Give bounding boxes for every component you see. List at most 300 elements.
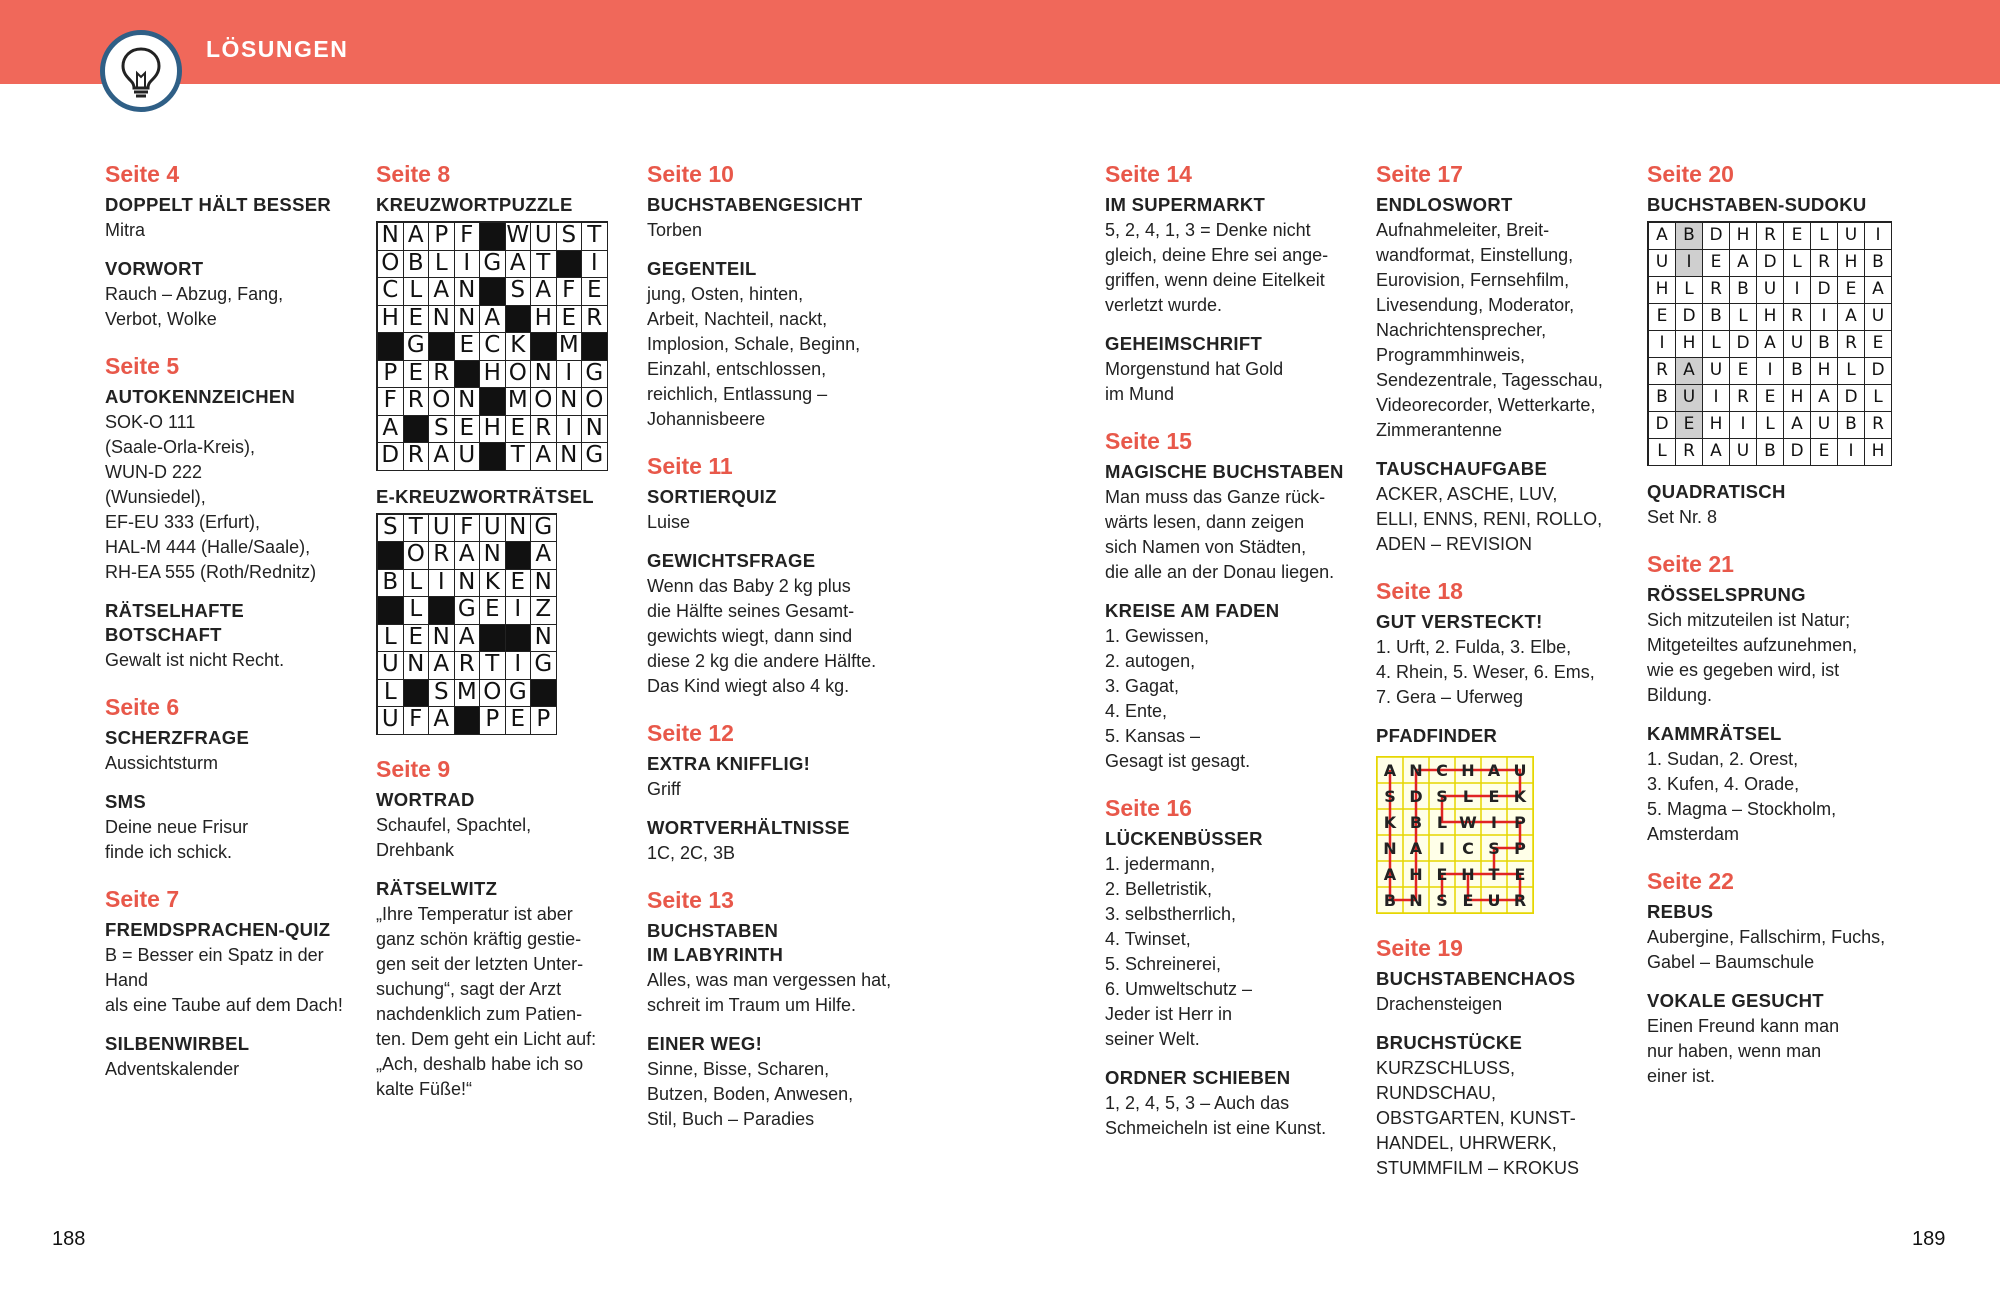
grid-cell: N xyxy=(455,570,481,598)
grid-cell: E xyxy=(506,570,532,598)
solution-text: Rauch – Abzug, Fang, Verbot, Wolke xyxy=(105,284,284,329)
grid-cell: L xyxy=(1811,223,1838,250)
puzzle-title: BUCHSTABENGESICHT xyxy=(647,194,863,215)
grid-cell: U xyxy=(1730,439,1757,466)
solution-text: B = Besser ein Spatz in der Hand als eine Taube auf dem Dach! xyxy=(105,945,343,1015)
grid-cell: D xyxy=(378,443,404,471)
section-heading: Seite 9 xyxy=(376,755,451,782)
grid-cell: R xyxy=(531,416,557,444)
pathfinder-letter: L xyxy=(1462,787,1474,806)
grid-cell: E xyxy=(506,416,532,444)
grid-cell: I xyxy=(506,652,532,680)
grid-cell: H xyxy=(480,416,506,444)
solution-text: Wenn das Baby 2 kg plus die Hälfte seines Gesamt- gewichts wiegt, dann sind diese 2 kg die andere Hälfte. Das Kind wiegt also 4 kg. xyxy=(647,576,877,696)
solution-text: Aubergine, Fallschirm, Fuchs, Gabel – Baumschule xyxy=(1647,927,1886,972)
grid-cell xyxy=(506,306,532,334)
solution-text: 5, 2, 4, 1, 3 = Denke nicht gleich, deine Ehre sei ange- griffen, wenn deine Eitelkeit verletzt wurde. xyxy=(1105,220,1329,315)
pathfinder-letter: K xyxy=(1513,787,1527,806)
grid-cell xyxy=(378,333,404,361)
solution-text: Mitra xyxy=(105,220,145,240)
grid-cell: A xyxy=(531,443,557,471)
grid-cell: E xyxy=(1757,385,1784,412)
grid-cell: T xyxy=(480,652,506,680)
section-heading: Seite 20 xyxy=(1647,161,1734,187)
grid-cell: N xyxy=(557,443,583,471)
grid-cell: B xyxy=(1811,331,1838,358)
section-heading: Seite 19 xyxy=(1376,935,1463,961)
puzzle-title: BUCHSTABEN-SUDOKU xyxy=(1647,194,1867,215)
grid-cell: H xyxy=(531,306,557,334)
grid-cell: R xyxy=(429,542,455,570)
grid-cell: I xyxy=(1811,304,1838,331)
grid-cell: M xyxy=(557,333,583,361)
puzzle-title: WORTVERHÄLTNISSE xyxy=(647,817,850,838)
grid-cell: I xyxy=(1730,412,1757,439)
grid-cell xyxy=(480,278,506,306)
puzzle-title: BRUCHSTÜCKE xyxy=(1376,1032,1523,1053)
grid-cell: H xyxy=(378,306,404,334)
pathfinder-letter: R xyxy=(1513,891,1527,910)
solution-text: 1. jedermann, 2. Belletristik, 3. selbstherrlich, 4. Twinset, 5. Schreinerei, 6. Umweltschutz – Jeder ist Herr in seiner Welt. xyxy=(1105,854,1253,1049)
grid-cell: A xyxy=(506,251,532,279)
grid-cell: B xyxy=(1838,412,1865,439)
pathfinder-letter: A xyxy=(1409,839,1423,858)
grid-cell: D xyxy=(1676,304,1703,331)
grid-cell: U xyxy=(378,652,404,680)
grid-cell: T xyxy=(506,443,532,471)
solution-text: Torben xyxy=(647,220,703,240)
grid-cell: A xyxy=(429,278,455,306)
grid-cell xyxy=(531,333,557,361)
grid-cell: H xyxy=(1676,331,1703,358)
grid-cell xyxy=(582,333,608,361)
grid-cell: A xyxy=(455,625,481,653)
grid-cell: N xyxy=(480,542,506,570)
grid-cell: R xyxy=(1676,439,1703,466)
pathfinder-letter: I xyxy=(1439,839,1445,858)
grid-cell: A xyxy=(531,278,557,306)
grid-cell xyxy=(404,416,430,444)
grid-cell: U xyxy=(531,223,557,251)
grid-cell xyxy=(378,542,404,570)
grid-cell: G xyxy=(531,515,557,543)
grid-cell: A xyxy=(429,443,455,471)
grid-cell: F xyxy=(378,388,404,416)
grid-cell: I xyxy=(1676,250,1703,277)
puzzle-title: KREUZWORTPUZZLE xyxy=(376,194,573,215)
grid-cell: I xyxy=(429,570,455,598)
grid-cell: L xyxy=(404,597,430,625)
grid-cell xyxy=(480,625,506,653)
grid-cell: U xyxy=(1838,223,1865,250)
grid-cell: U xyxy=(1703,358,1730,385)
grid-cell: A xyxy=(1730,250,1757,277)
pathfinder-letter: A xyxy=(1383,761,1397,780)
grid-cell: U xyxy=(1784,331,1811,358)
pathfinder-letter: N xyxy=(1383,839,1397,858)
grid-cell: A xyxy=(1784,412,1811,439)
pathfinder-letter: B xyxy=(1383,891,1397,910)
grid-cell: E xyxy=(480,597,506,625)
grid-cell: H xyxy=(1757,304,1784,331)
puzzle-title: WORTRAD xyxy=(376,788,475,810)
section-heading: Seite 11 xyxy=(647,453,733,479)
grid-cell: E xyxy=(582,278,608,306)
grid-cell: S xyxy=(429,416,455,444)
solution-text: Aufnahmeleiter, Breit- wandformat, Einstellung, Eurovision, Fernsehfilm, Livesendung, Moderator, Nachrichtensprecher, Programmhinweis, Sendezentrale, Tagesschau, Videorecorder, Wetterkarte, Zimmerantenne xyxy=(1376,220,1603,440)
grid-cell: A xyxy=(455,542,481,570)
grid-cell: H xyxy=(480,361,506,389)
grid-cell: A xyxy=(1838,304,1865,331)
grid-cell: D xyxy=(1865,358,1892,385)
grid-cell: R xyxy=(404,388,430,416)
grid-cell: S xyxy=(557,223,583,251)
grid-cell xyxy=(455,361,481,389)
section-heading: Seite 15 xyxy=(1105,428,1192,454)
grid-cell: S xyxy=(378,515,404,543)
grid-cell: A xyxy=(1757,331,1784,358)
solution-text: Sich mitzuteilen ist Natur; Mitgeteiltes aufzunehmen, wie es gegeben wird, ist Bildung. xyxy=(1647,610,1858,705)
puzzle-title: SILBENWIRBEL xyxy=(105,1033,250,1054)
grid-cell xyxy=(506,625,532,653)
grid-cell: G xyxy=(506,680,532,708)
grid-cell: G xyxy=(455,597,481,625)
grid-cell: B xyxy=(378,570,404,598)
grid-cell: L xyxy=(1784,250,1811,277)
grid-cell: B xyxy=(1865,250,1892,277)
pathfinder-letter: S xyxy=(1488,839,1500,858)
puzzle-title: SMS xyxy=(105,791,146,812)
column-1 xyxy=(105,160,353,1082)
grid-cell: K xyxy=(480,570,506,598)
grid-cell xyxy=(404,680,430,708)
grid-cell: Z xyxy=(531,597,557,625)
puzzle-title: GEHEIMSCHRIFT xyxy=(1105,333,1263,354)
puzzle-title: RÖSSELSPRUNG xyxy=(1647,584,1806,605)
grid-cell: I xyxy=(455,251,481,279)
grid-cell: L xyxy=(404,570,430,598)
grid-cell: A xyxy=(1703,439,1730,466)
grid-cell: A xyxy=(1811,385,1838,412)
pathfinder-letter: P xyxy=(1514,839,1526,858)
puzzle-title: E-KREUZWORTRÄTSEL xyxy=(376,485,594,507)
grid-cell: A xyxy=(429,707,455,735)
solution-text: Schaufel, Spachtel, Drehbank xyxy=(376,814,532,860)
grid-cell: H xyxy=(1730,223,1757,250)
solution-text: Alles, was man vergessen hat, schreit im Traum um Hilfe. xyxy=(647,970,892,1015)
grid-cell: D xyxy=(1730,331,1757,358)
grid-cell: E xyxy=(506,707,532,735)
pathfinder-letter: C xyxy=(1436,761,1448,780)
solution-text: Aussichtsturm xyxy=(105,753,219,773)
pathfinder-letter: H xyxy=(1461,761,1475,780)
grid-cell: N xyxy=(429,306,455,334)
pathfinder-letter: C xyxy=(1462,839,1474,858)
grid-cell: N xyxy=(455,388,481,416)
grid-cell: C xyxy=(378,278,404,306)
section-heading: Seite 4 xyxy=(105,161,180,187)
grid-cell: B xyxy=(1676,223,1703,250)
solution-text: jung, Osten, hinten, Arbeit, Nachteil, nackt, Implosion, Schale, Beginn, Einzahl, entschlossen, reichlich, Entlassung – Johannisbeere xyxy=(647,284,861,429)
solution-text: 1C, 2C, 3B xyxy=(647,843,736,863)
puzzle-title: IM SUPERMARKT xyxy=(1105,194,1266,215)
section-heading: Seite 7 xyxy=(105,886,180,912)
puzzle-title: GUT VERSTECKT! xyxy=(1376,611,1543,632)
solution-text: Einen Freund kann man nur haben, wenn man einer ist. xyxy=(1647,1016,1840,1086)
grid-cell: L xyxy=(1676,277,1703,304)
grid-cell: O xyxy=(429,388,455,416)
grid-cell: E xyxy=(1676,412,1703,439)
puzzle-title: BUCHSTABENCHAOS xyxy=(1376,968,1576,989)
grid-cell: R xyxy=(1703,277,1730,304)
grid-cell: H xyxy=(1784,385,1811,412)
grid-cell: L xyxy=(404,278,430,306)
grid-cell: U xyxy=(429,515,455,543)
solution-text: Gewalt ist nicht Recht. xyxy=(105,650,285,670)
pathfinder-letter: U xyxy=(1487,891,1501,910)
grid-cell: E xyxy=(1649,304,1676,331)
pathfinder-letter: E xyxy=(1462,891,1474,910)
grid-cell: E xyxy=(455,416,481,444)
grid-cell: I xyxy=(506,597,532,625)
grid-cell: G xyxy=(480,251,506,279)
grid-cell: N xyxy=(531,361,557,389)
puzzle-title: FREMDSPRACHEN-QUIZ xyxy=(105,919,331,940)
grid-cell: R xyxy=(455,652,481,680)
puzzle-title: QUADRATISCH xyxy=(1647,481,1786,502)
grid-cell: B xyxy=(1757,439,1784,466)
grid-cell: U xyxy=(455,443,481,471)
pathfinder-letter: H xyxy=(1409,865,1423,884)
section-heading: Seite 6 xyxy=(105,694,180,720)
grid-cell: A xyxy=(1865,277,1892,304)
grid-cell: P xyxy=(429,223,455,251)
grid-cell: H xyxy=(1811,358,1838,385)
solution-text: 1, 2, 4, 5, 3 – Auch das Schmeicheln ist eine Kunst. xyxy=(1105,1093,1327,1138)
solution-text: Griff xyxy=(647,779,681,799)
grid-cell: B xyxy=(1703,304,1730,331)
grid-cell: T xyxy=(531,251,557,279)
grid-cell: R xyxy=(404,443,430,471)
grid-cell: H xyxy=(1703,412,1730,439)
grid-cell: E xyxy=(455,333,481,361)
solution-text: „Ihre Temperatur ist aber ganz schön kräftig gestie- gen seit der letzten Unter- suchung“, sagt der Arzt nachdenklich zum Patien- ten. Dem geht ein Licht auf: „Ach, deshalb habe ich so kalte Füße!“ xyxy=(376,903,597,1099)
grid-cell: L xyxy=(1703,331,1730,358)
grid-cell: O xyxy=(378,251,404,279)
pathfinder-letter: E xyxy=(1514,865,1526,884)
grid-cell: R xyxy=(1757,223,1784,250)
pathfinder-letter: U xyxy=(1513,761,1527,780)
grid-cell: P xyxy=(480,707,506,735)
puzzle-title: GEGENTEIL xyxy=(647,258,757,279)
grid-cell: A xyxy=(531,542,557,570)
grid-cell: E xyxy=(1784,223,1811,250)
solution-text: Deine neue Frisur finde ich schick. xyxy=(105,817,249,862)
solution-text: Sinne, Bisse, Scharen, Butzen, Boden, Anwesen, Stil, Buch – Paradies xyxy=(647,1059,854,1129)
grid-cell: R xyxy=(1649,358,1676,385)
grid-cell xyxy=(455,707,481,735)
grid-cell: L xyxy=(1838,358,1865,385)
page-number-left: 188 xyxy=(52,1228,86,1250)
grid-cell xyxy=(480,443,506,471)
grid-cell: A xyxy=(1676,358,1703,385)
pathfinder-letter: K xyxy=(1383,813,1397,832)
grid-cell: H xyxy=(1649,277,1676,304)
grid-cell xyxy=(429,333,455,361)
grid-cell: R xyxy=(1838,331,1865,358)
grid-cell: M xyxy=(506,388,532,416)
solution-text: Adventskalender xyxy=(105,1059,240,1079)
section-heading: Seite 10 xyxy=(647,161,734,187)
grid-cell: S xyxy=(506,278,532,306)
grid-cell: E xyxy=(1811,439,1838,466)
puzzle-title: KREISE AM FADEN xyxy=(1105,600,1280,621)
grid-cell: H xyxy=(1838,250,1865,277)
grid-cell: D xyxy=(1811,277,1838,304)
pathfinder-letter: A xyxy=(1487,761,1501,780)
grid-cell: U xyxy=(1757,277,1784,304)
grid-cell: D xyxy=(1757,250,1784,277)
grid-cell: I xyxy=(557,361,583,389)
grid-cell: N xyxy=(557,388,583,416)
grid-cell: F xyxy=(557,278,583,306)
puzzle-title: KAMMRÄTSEL xyxy=(1647,723,1782,744)
grid-cell: F xyxy=(404,707,430,735)
grid-cell: P xyxy=(378,361,404,389)
section-heading: Seite 22 xyxy=(1647,868,1734,894)
pathfinder-letter: S xyxy=(1384,787,1396,806)
grid-cell: B xyxy=(1649,385,1676,412)
pathfinder-letter: E xyxy=(1436,865,1448,884)
grid-cell: N xyxy=(531,625,557,653)
grid-cell: H xyxy=(1865,439,1892,466)
solution-text: 1. Gewissen, 2. autogen, 3. Gagat, 4. Ente, 5. Kansas – Gesagt ist gesagt. xyxy=(1105,626,1251,771)
grid-cell xyxy=(378,597,404,625)
grid-cell: N xyxy=(429,625,455,653)
grid-cell: O xyxy=(404,542,430,570)
grid-cell: D xyxy=(1838,385,1865,412)
solution-text: KURZSCHLUSS, RUNDSCHAU, OBSTGARTEN, KUNST- HANDEL, UHRWERK, STUMMFILM – KROKUS xyxy=(1376,1058,1580,1178)
grid-cell: E xyxy=(557,306,583,334)
grid-cell: I xyxy=(557,416,583,444)
grid-cell: A xyxy=(480,306,506,334)
grid-cell: G xyxy=(531,652,557,680)
section-heading: Seite 8 xyxy=(376,161,451,187)
puzzle-title: RÄTSELHAFTE BOTSCHAFT xyxy=(105,600,244,645)
pathfinder-letter: D xyxy=(1409,787,1423,806)
column-3 xyxy=(647,160,895,1132)
grid-cell: R xyxy=(582,306,608,334)
grid-cell: D xyxy=(1649,412,1676,439)
grid-cell: A xyxy=(429,652,455,680)
grid-cell: S xyxy=(429,680,455,708)
puzzle-title: DOPPELT HÄLT BESSER xyxy=(105,194,332,215)
grid-cell xyxy=(557,251,583,279)
solution-text: 1. Urft, 2. Fulda, 3. Elbe, 4. Rhein, 5. Weser, 6. Ems, 7. Gera – Uferweg xyxy=(1376,637,1595,707)
grid-cell: T xyxy=(404,515,430,543)
grid-cell: R xyxy=(429,361,455,389)
solution-text: Drachensteigen xyxy=(1376,994,1503,1014)
grid-cell: I xyxy=(582,251,608,279)
solution-text: Man muss das Ganze rück- wärts lesen, dann zeigen sich Namen von Städten, die alle an der Donau liegen. xyxy=(1105,487,1335,582)
grid-cell: G xyxy=(404,333,430,361)
grid-cell: K xyxy=(506,333,532,361)
puzzle-title: VOKALE GESUCHT xyxy=(1647,990,1824,1011)
grid-cell: P xyxy=(531,707,557,735)
grid-cell: R xyxy=(1811,250,1838,277)
pathfinder-letter: A xyxy=(1383,865,1397,884)
grid-cell: C xyxy=(480,333,506,361)
grid-cell: E xyxy=(404,306,430,334)
section-heading: Seite 13 xyxy=(647,887,734,913)
puzzle-title: LÜCKENBÜSSER xyxy=(1105,828,1263,849)
puzzle-title: PFADFINDER xyxy=(1376,725,1498,746)
header-bar xyxy=(0,0,2000,84)
grid-cell: E xyxy=(1730,358,1757,385)
pathfinder-letter: W xyxy=(1459,813,1477,832)
grid-cell: E xyxy=(1703,250,1730,277)
section-heading: Seite 16 xyxy=(1105,795,1192,821)
grid-cell: N xyxy=(506,515,532,543)
grid-cell: U xyxy=(480,515,506,543)
grid-cell: L xyxy=(1730,304,1757,331)
pathfinder-letter: N xyxy=(1409,761,1423,780)
puzzle-title: MAGISCHE BUCHSTABEN xyxy=(1105,461,1344,482)
grid-cell: G xyxy=(582,443,608,471)
page-title: LÖSUNGEN xyxy=(206,36,349,62)
grid-cell: I xyxy=(1649,331,1676,358)
grid-cell xyxy=(531,680,557,708)
pathfinder-letter: B xyxy=(1409,813,1423,832)
solution-text: Morgenstund hat Gold im Mund xyxy=(1105,359,1284,404)
grid-cell: U xyxy=(1811,412,1838,439)
solution-text: Set Nr. 8 xyxy=(1647,507,1718,527)
section-heading: Seite 17 xyxy=(1376,161,1463,187)
grid-cell: B xyxy=(1730,277,1757,304)
grid-cell: R xyxy=(1784,304,1811,331)
grid-cell xyxy=(480,388,506,416)
solution-text: 1. Sudan, 2. Orest, 3. Kufen, 4. Orade, 5. Magma – Stockholm, Amsterdam xyxy=(1647,749,1837,844)
grid-cell: M xyxy=(455,680,481,708)
pathfinder-letter: L xyxy=(1436,813,1448,832)
section-heading: Seite 14 xyxy=(1105,161,1192,187)
grid-cell: L xyxy=(378,680,404,708)
pathfinder-letter: N xyxy=(1409,891,1423,910)
grid-cell: L xyxy=(378,625,404,653)
grid-cell: I xyxy=(1703,385,1730,412)
grid-cell: U xyxy=(1865,304,1892,331)
grid-cell xyxy=(429,597,455,625)
grid-cell: A xyxy=(404,223,430,251)
pathfinder-grid xyxy=(1376,756,1534,914)
puzzle-title: SORTIERQUIZ xyxy=(647,486,777,507)
sudoku-grid xyxy=(1647,221,1892,466)
puzzle-title: REBUS xyxy=(1647,901,1714,922)
grid-cell: O xyxy=(531,388,557,416)
pathfinder-letter: P xyxy=(1514,813,1526,832)
grid-cell: F xyxy=(455,515,481,543)
grid-cell: N xyxy=(378,223,404,251)
grid-cell: U xyxy=(1649,250,1676,277)
grid-cell: D xyxy=(1703,223,1730,250)
grid-cell: A xyxy=(1649,223,1676,250)
puzzle-title: AUTOKENNZEICHEN xyxy=(105,386,296,407)
solution-text: ACKER, ASCHE, LUV, ELLI, ENNS, RENI, ROLLO, ADEN – REVISION xyxy=(1376,484,1603,554)
grid-cell: L xyxy=(1649,439,1676,466)
grid-cell: E xyxy=(1865,331,1892,358)
grid-cell: U xyxy=(1676,385,1703,412)
grid-cell: I xyxy=(1757,358,1784,385)
